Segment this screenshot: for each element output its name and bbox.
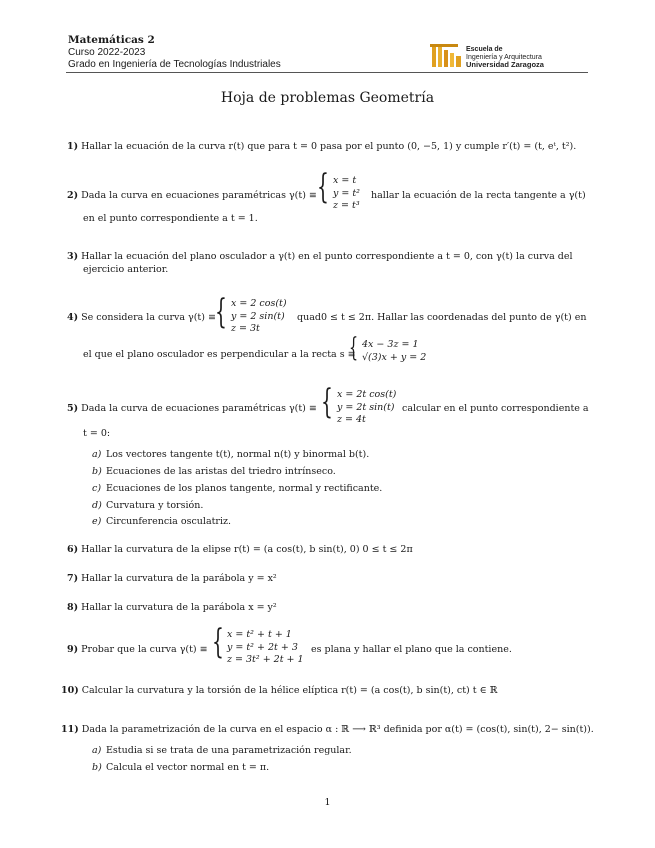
subitem-label: b) <box>92 466 102 477</box>
problem-8 <box>67 602 277 614</box>
problem-number: 7) <box>67 573 79 584</box>
subitem-label: b) <box>92 762 102 773</box>
subitem-label: e) <box>92 516 102 527</box>
equation-y: y = t² + 2t + 3 <box>227 641 298 653</box>
subitem-label: a) <box>92 449 102 460</box>
subitem-label: c) <box>92 483 102 494</box>
problem-7 <box>67 573 277 585</box>
left-brace: { <box>215 292 227 332</box>
problem-text: Se considera la curva γ(t) ≡ <box>81 312 216 323</box>
problem-number: 8) <box>67 602 79 613</box>
subitem-text: Estudia si se trata de una parametrización regular. <box>106 745 352 756</box>
problem-text: Probar que la curva γ(t) ≡ <box>81 644 208 655</box>
problem-number: 4) <box>67 312 79 323</box>
problem-text: Hallar la ecuación del plano osculador a γ(t) en el punto correspondiente a t = 0, con γ(t) la curva del <box>81 251 573 262</box>
subitem-label: a) <box>92 745 102 756</box>
problem-9-cont: es plana y hallar el plano que la contiene. <box>311 644 512 655</box>
subitem-c <box>92 483 382 495</box>
problem-number: 1) <box>67 141 79 152</box>
problem-text: Hallar la ecuación de la curva r(t) que para t = 0 pasa por el punto (0, −5, 1) y cumple r′(t) = (t, eᵗ, t²). <box>81 141 577 152</box>
equation-y: y = 2 sin(t) <box>231 310 285 322</box>
left-brace: { <box>317 167 329 207</box>
subitem-b <box>92 762 269 774</box>
problem-number: 5) <box>67 403 79 414</box>
equation-x: x = t <box>333 175 357 186</box>
course-header <box>68 34 281 72</box>
university-logo <box>430 44 590 70</box>
equation-y: y = t² <box>333 187 360 199</box>
problem-text: Hallar la curvatura de la parábola x = y² <box>81 602 277 613</box>
equation-z: z = t³ <box>333 200 360 211</box>
problem-3 <box>67 251 573 263</box>
subitem-text: Los vectores tangente t(t), normal n(t) y binormal b(t). <box>106 449 370 460</box>
header-divider <box>66 72 588 73</box>
problem-2-cont: hallar la ecuación de la recta tangente a γ(t) <box>371 190 586 201</box>
problem-5-cont: calcular en el punto correspondiente a <box>402 403 589 414</box>
equation-x: x = t² + t + 1 <box>227 629 292 640</box>
subitem-text: Calcula el vector normal en t = π. <box>106 762 270 773</box>
page-number: 1 <box>324 797 331 808</box>
subitem-d <box>92 500 203 512</box>
logo-line-1: Escuela de <box>466 46 503 53</box>
equation-y: y = 2t sin(t) <box>337 401 395 413</box>
problem-number: 10) <box>61 685 79 696</box>
problem-text: Calcular la curvatura y la torsión de la hélice elíptica r(t) = (a cos(t), b sin(t), ct) t ∈ ℝ <box>81 685 498 696</box>
problem-4-cont: quad0 ≤ t ≤ 2π. Hallar las coordenadas del punto de γ(t) en <box>297 312 587 323</box>
subitem-text: Ecuaciones de los planos tangente, normal y rectificante. <box>106 483 383 494</box>
subitem-a <box>92 449 369 461</box>
equation-1: 4x − 3z = 1 <box>362 339 419 350</box>
course-name: Matemáticas 2 <box>68 34 155 46</box>
problem-number: 9) <box>67 644 79 655</box>
subitem-text: Ecuaciones de las aristas del triedro intrínseco. <box>106 466 336 477</box>
left-brace: { <box>212 622 224 662</box>
subitem-b <box>92 466 336 478</box>
problem-text: Dada la curva de ecuaciones paramétricas γ(t) ≡ <box>81 403 317 414</box>
subitem-label: d) <box>92 500 102 511</box>
problem-5 <box>67 403 317 415</box>
problem-9 <box>67 644 208 656</box>
problem-number: 6) <box>67 544 79 555</box>
subitem-e <box>92 516 231 528</box>
equation-x: x = 2t cos(t) <box>337 389 397 400</box>
problem-11 <box>61 724 594 736</box>
page-title: Hoja de problemas Geometría <box>220 90 435 106</box>
problem-2 <box>67 190 317 202</box>
left-brace: { <box>349 333 359 363</box>
problem-number: 3) <box>67 251 79 262</box>
subitem-text: Curvatura y torsión. <box>106 500 204 511</box>
equation-z: z = 3t² + 2t + 1 <box>227 654 304 665</box>
problem-3-line2: ejercicio anterior. <box>83 264 169 275</box>
problem-text: Hallar la curvatura de la elipse r(t) = (a cos(t), b sin(t), 0) 0 ≤ t ≤ 2π <box>81 544 413 555</box>
problem-4-line2: el que el plano osculador es perpendicular a la recta s ≡ <box>83 349 356 360</box>
equation-z: z = 3t <box>231 323 260 334</box>
subitem-a <box>92 745 352 757</box>
equation-x: x = 2 cos(t) <box>231 298 287 309</box>
problem-6 <box>67 544 413 556</box>
line-system <box>362 339 426 364</box>
logo-line-3: Universidad Zaragoza <box>466 60 544 69</box>
equation-2: √(3)x + y = 2 <box>362 351 427 363</box>
problem-number: 2) <box>67 190 79 201</box>
course-year: Curso 2022-2023 <box>68 46 146 58</box>
problem-number: 11) <box>61 724 79 735</box>
problem-text: Dada la curva en ecuaciones paramétricas γ(t) ≡ <box>81 190 317 201</box>
logo-line-2: Ingeniería y Arquitectura <box>466 53 542 61</box>
parametric-system <box>333 175 360 213</box>
subitem-text: Circunferencia osculatriz. <box>106 516 232 527</box>
problem-4 <box>67 312 216 324</box>
parametric-system <box>231 298 287 336</box>
parametric-system <box>337 389 396 427</box>
problem-10 <box>61 685 498 697</box>
problem-text: Dada la parametrización de la curva en el espacio α : ℝ ⟶ ℝ³ definida por α(t) = (cos(t), sin(t), 2− sin(t)). <box>81 724 594 735</box>
university-logo-icon <box>430 44 462 70</box>
problem-2-line2: en el punto correspondiente a t = 1. <box>83 213 258 224</box>
degree-name: Grado en Ingeniería de Tecnologías Industriales <box>68 59 281 70</box>
left-brace: { <box>321 382 333 422</box>
parametric-system <box>227 629 304 667</box>
problem-text: Hallar la curvatura de la parábola y = x² <box>81 573 277 584</box>
problem-5-line2: t = 0: <box>83 428 111 439</box>
problem-1 <box>67 141 576 153</box>
equation-z: z = 4t <box>337 414 366 425</box>
